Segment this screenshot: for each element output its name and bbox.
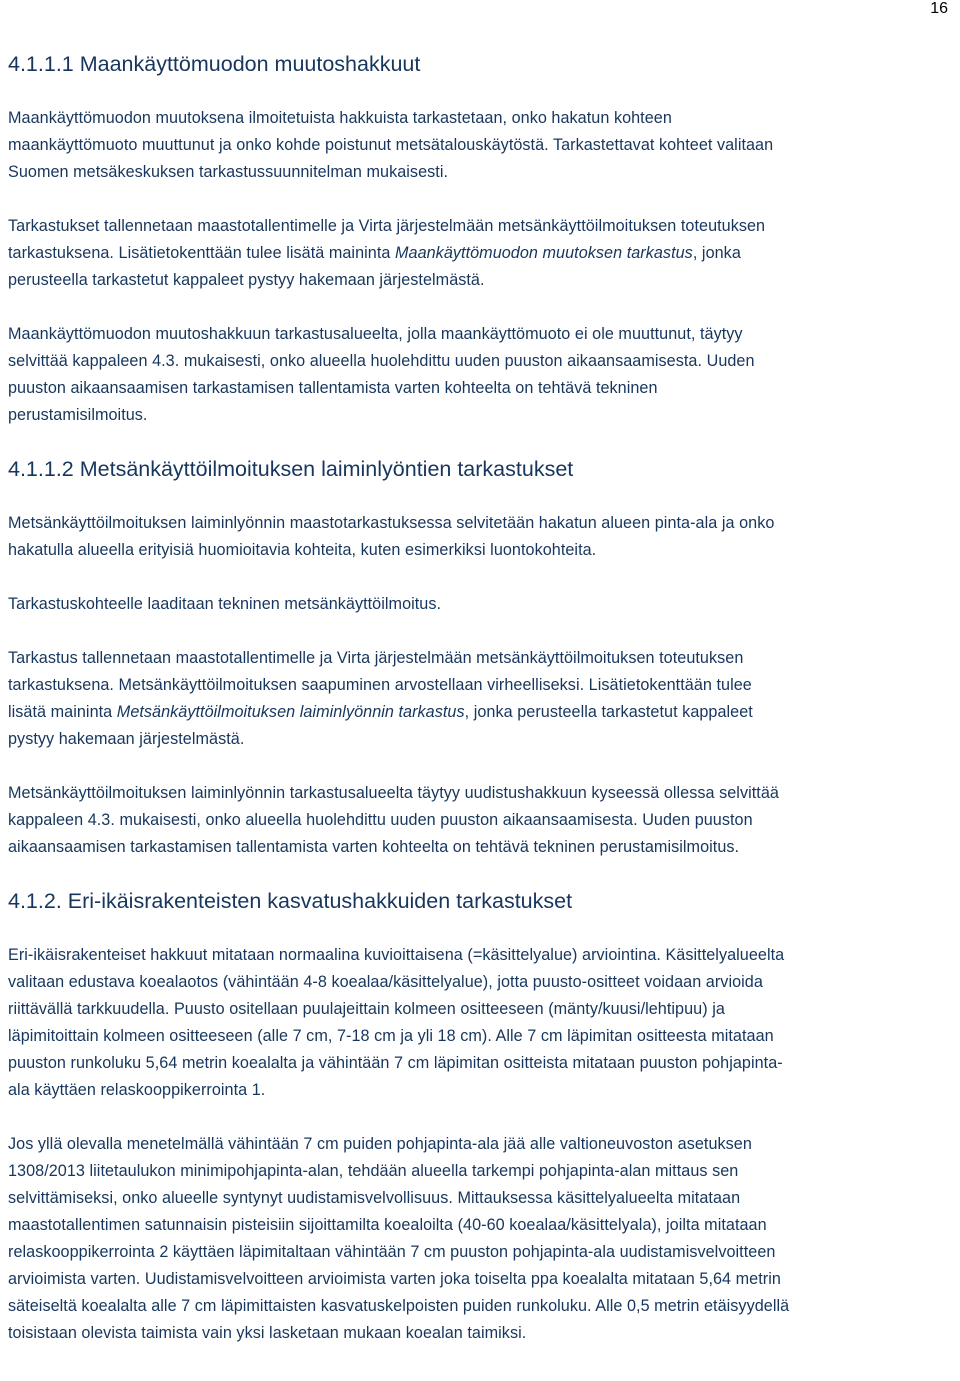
italic-term: Metsänkäyttöilmoituksen laiminlyönnin tarkastus — [116, 703, 465, 721]
text-line: Jos yllä olevalla menetelmällä vähintään 7 cm puiden pohjapinta-ala jää alle valtioneuvoston asetuksen — [8, 1135, 752, 1153]
text-line — [8, 699, 954, 726]
text-line: 1308/2013 liitetaulukon minimipohjapinta-alan, tehdään alueella tarkempi pohjapinta-alan mittaus sen — [8, 1162, 739, 1180]
text-fragment: , jonka — [692, 244, 741, 262]
paragraph — [8, 510, 954, 564]
text-line: Eri-ikäisrakenteiset hakkuut mitataan normaalina kuvioittaisena (=käsittelyalue) arviointina. Käsittelyalueelta — [8, 946, 785, 964]
text-line: Tarkastukset tallennetaan maastotallentimelle ja Virta järjestelmään metsänkäyttöilmoituksen toteutuksen — [8, 217, 766, 235]
text-line: Maankäyttömuodon muutoshakkuun tarkastusalueelta, jolla maankäyttömuoto ei ole muuttunut, täytyy — [8, 325, 743, 343]
text-line: Maankäyttömuodon muutoksena ilmoitetuista hakkuista tarkastetaan, onko hakatun kohteen — [8, 109, 672, 127]
text-fragment: , jonka perusteella tarkastetut kappaleet — [464, 703, 753, 721]
text-line: selvittää kappaleen 4.3. mukaisesti, onko alueella huolehdittu uuden puuston aikaansaamisesta. Uuden — [8, 352, 755, 370]
text-line: tarkastuksena. Metsänkäyttöilmoituksen saapuminen arvostellaan virheelliseksi. Lisätietokenttään tulee — [8, 676, 752, 694]
text-line: pystyy hakemaan järjestelmästä. — [8, 730, 245, 748]
italic-term: Maankäyttömuodon muutoksen tarkastus — [394, 244, 693, 262]
text-line: Tarkastuskohteelle laaditaan tekninen metsänkäyttöilmoitus. — [8, 595, 442, 613]
text-line: perustamisilmoitus. — [8, 406, 148, 424]
text-line: kappaleen 4.3. mukaisesti, onko alueella huolehdittu uuden puuston aikaansaamisesta. Uuden puuston — [8, 811, 753, 829]
text-line: maankäyttömuoto muuttunut ja onko kohde poistunut metsätalouskäytöstä. Tarkastettavat kohteet valitaan — [8, 136, 774, 154]
text-line: Suomen metsäkeskuksen tarkastussuunnitelman mukaisesti. — [8, 163, 449, 181]
paragraph — [8, 780, 954, 861]
text-line: arvioimista varten. Uudistamisvelvoitteen arvioimista varten joka toiselta ppa koealalta mitataan 5,64 metrin — [8, 1270, 781, 1288]
section-heading-4-1-1-1: 4.1.1.1 Maankäyttömuodon muutoshakkuut — [8, 52, 421, 76]
page-number: 16 — [930, 0, 948, 17]
paragraph — [8, 105, 954, 186]
text-line: valitaan edustava koealaotos (vähintään 4-8 koealaa/käsittelyalue), jotta puusto-ositteet voidaan arvioida — [8, 973, 763, 991]
text-line: Metsänkäyttöilmoituksen laiminlyönnin maastotarkastuksessa selvitetään hakatun alueen pinta-ala ja onko — [8, 514, 775, 532]
text-fragment: tarkastuksena. Lisätietokenttään tulee lisätä maininta — [8, 244, 395, 262]
text-line: riittävällä tarkkuudella. Puusto ositellaan puulajeittain kolmeen ositteeseen (mänty/kuusi/lehtipuu) ja — [8, 1000, 725, 1018]
text-line: perusteella tarkastetut kappaleet pystyy hakemaan järjestelmästä. — [8, 271, 485, 289]
text-line: ala käyttäen relaskooppikerrointa 1. — [8, 1081, 266, 1099]
paragraph — [8, 942, 954, 1104]
paragraph — [8, 321, 954, 429]
text-line: Metsänkäyttöilmoituksen laiminlyönnin tarkastusalueelta täytyy uudistushakkuun kyseessä ollessa selvittää — [8, 784, 779, 802]
text-line: läpimitoittain kolmeen ositteeseen (alle 7 cm, 7-18 cm ja yli 18 cm). Alle 7 cm läpimitan ositteesta mitataan — [8, 1027, 774, 1045]
text-line: maastotallentimen satunnaisin pisteisiin sijoittamilta koealoilta (40-60 koealaa/käsittelyala), joilta mitataan — [8, 1216, 767, 1234]
paragraph — [8, 591, 954, 618]
text-line: aikaansaamisen tarkastamisen tallentamista varten kohteelta on tehtävä tekninen perustamisilmoitus. — [8, 838, 740, 856]
text-line: selvittämiseksi, onko alueelle syntynyt uudistamisvelvollisuus. Mittauksessa käsittelyalueelta mitataan — [8, 1189, 741, 1207]
document-content — [8, 50, 954, 1347]
paragraph — [8, 1131, 954, 1347]
text-line: puuston runkoluku 5,64 metrin koealalta ja vähintään 7 cm läpimitan ositteista mitataan puuston pohjapinta- — [8, 1054, 783, 1072]
text-line: hakatulla alueella erityisiä huomioitavia kohteita, kuten esimerkiksi luontokohteita. — [8, 541, 597, 559]
paragraph — [8, 213, 954, 294]
section-heading-4-1-1-2: 4.1.1.2 Metsänkäyttöilmoituksen laiminlyöntien tarkastukset — [8, 457, 574, 481]
text-fragment: lisätä maininta — [8, 703, 117, 721]
paragraph — [8, 645, 954, 753]
text-line: relaskooppikerrointa 2 käyttäen läpimitaltaan vähintään 7 cm puuston pohjapinta-ala uudistamisvelvoitteen — [8, 1243, 776, 1261]
section-heading-4-1-2: 4.1.2. Eri-ikäisrakenteisten kasvatushakkuiden tarkastukset — [8, 889, 573, 913]
text-line — [8, 240, 954, 267]
text-line: säteiseltä koealalta alle 7 cm läpimittaisten kasvatuskelpoisten puiden runkoluku. Alle 0,5 metrin etäisyydellä — [8, 1297, 790, 1315]
text-line: puuston aikaansaamisen tarkastamisen tallentamista varten kohteelta on tehtävä tekninen — [8, 379, 658, 397]
text-line: toisistaan olevista taimista vain yksi lasketaan mukaan koealan taimiksi. — [8, 1324, 527, 1342]
text-line: Tarkastus tallennetaan maastotallentimelle ja Virta järjestelmään metsänkäyttöilmoituksen toteutuksen — [8, 649, 744, 667]
